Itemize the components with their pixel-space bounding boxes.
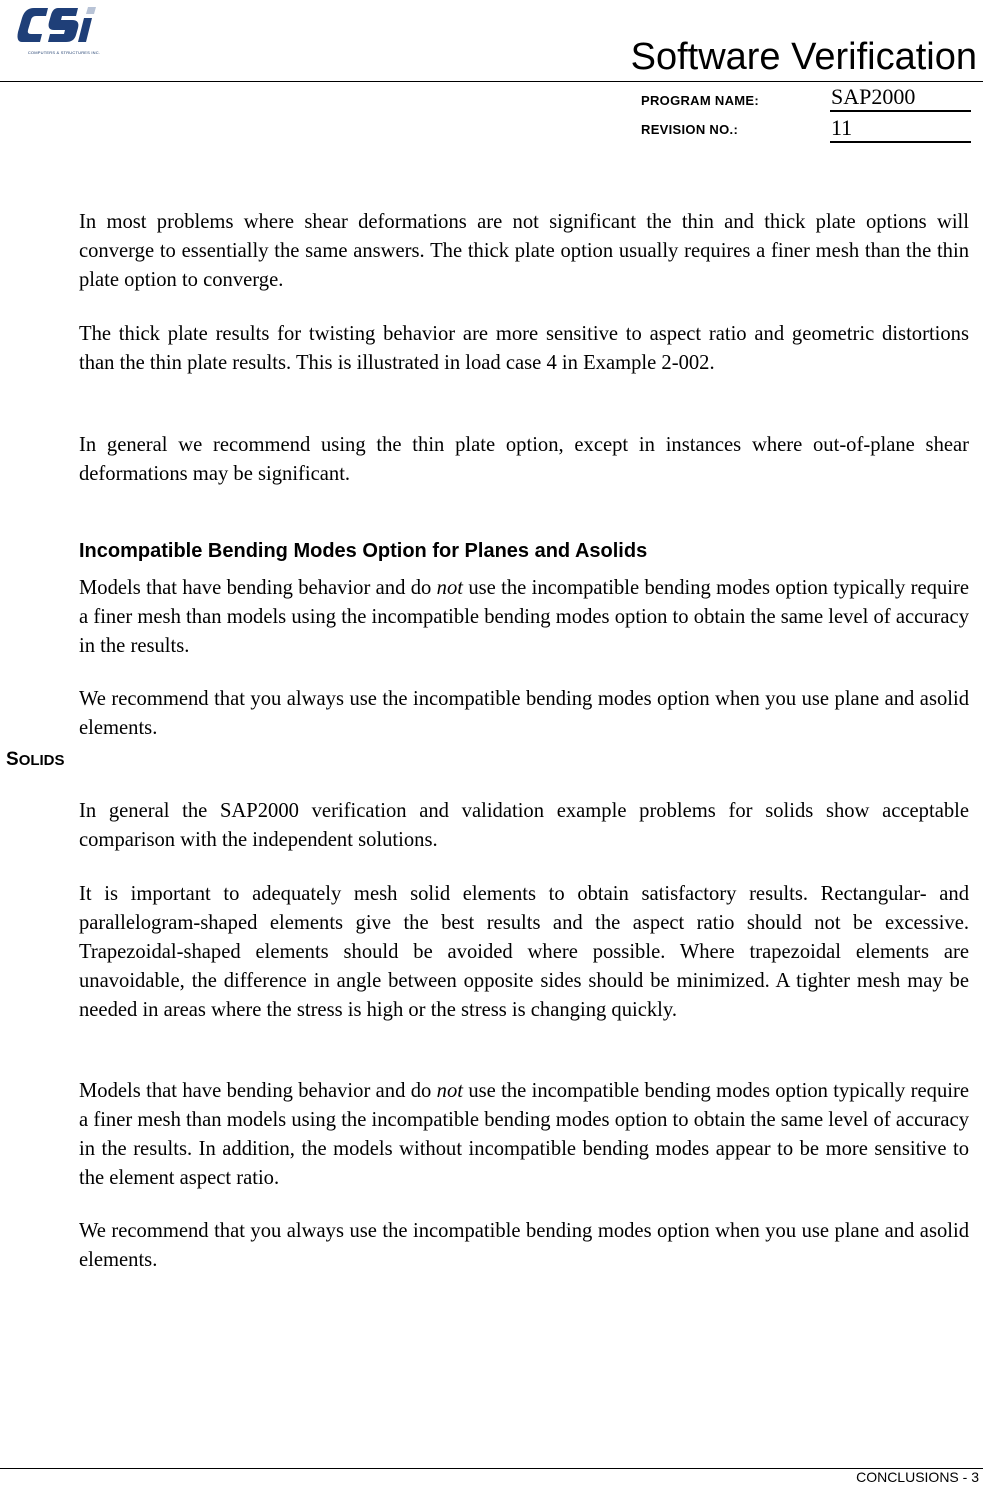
page-footer: CONCLUSIONS - 3 — [856, 1469, 979, 1485]
solids-paragraph-2: It is important to adequately mesh solid elements to obtain satisfactory results. Rectangular- and parallelogram-shaped elements give the best results and the aspect ratio should not be excessive. Trapezoidal-shaped elements should be avoided where possible. Where trapezoidal elements are unavoidable, the difference in angle between opposite sides should be minimized. A tighter mesh may be needed in areas where the stress is high or the stress is changing quickly. — [79, 883, 969, 1021]
footer-divider — [0, 1468, 983, 1469]
solids-paragraph-1: In general the SAP2000 verification and validation example problems for solids show acceptable comparison with the independent solutions. — [79, 800, 969, 851]
page-title: Software Verification — [630, 36, 977, 78]
incompatible-paragraph-2: We recommend that you always use the incompatible bending modes option when you use plane and asolid elements. — [79, 688, 969, 739]
intro-paragraph-2: The thick plate results for twisting behavior are more sensitive to aspect ratio and geometric distortions than the thin plate results. This is illustrated in load case 4 in Example 2-002. — [79, 323, 969, 374]
solids-paragraph-3: Models that have bending behavior and do not use the incompatible bending modes option typically require a finer mesh than models using the incompatible bending modes option to obtain the same level of accuracy in the results. In addition, the models without incompatible bending modes appear to be more sensitive to the element aspect ratio. — [79, 1080, 969, 1189]
header-divider — [0, 81, 983, 82]
solids-heading: SOLIDS — [6, 749, 65, 770]
incompatible-modes-heading: Incompatible Bending Modes Option for Planes and Asolids — [79, 540, 648, 562]
csi-logo — [14, 4, 114, 62]
revision-number-value: 11 — [830, 115, 971, 143]
intro-paragraph-3: In general we recommend using the thin plate option, except in instances where out-of-plane shear deformations may be significant. — [79, 434, 969, 485]
program-name-label: PROGRAM NAME: — [641, 93, 760, 108]
csi-logo-mark — [14, 4, 114, 50]
revision-number-label: REVISION NO.: — [641, 122, 739, 137]
emphasis-not: not — [436, 577, 463, 599]
emphasis-not: not — [436, 1080, 463, 1102]
program-name-value: SAP2000 — [830, 84, 971, 112]
logo-subtitle: COMPUTERS & STRUCTURES INC. — [27, 50, 101, 55]
solids-paragraph-4: We recommend that you always use the incompatible bending modes option when you use plane and asolid elements. — [79, 1220, 969, 1271]
incompatible-paragraph-1: Models that have bending behavior and do not use the incompatible bending modes option typically require a finer mesh than models using the incompatible bending modes option to obtain the same level of accuracy in the results. — [79, 577, 969, 657]
intro-paragraph-1: In most problems where shear deformations are not significant the thin and thick plate options will converge to essentially the same answers. The thick plate option usually requires a finer mesh than the thin plate option to converge. — [79, 211, 969, 291]
